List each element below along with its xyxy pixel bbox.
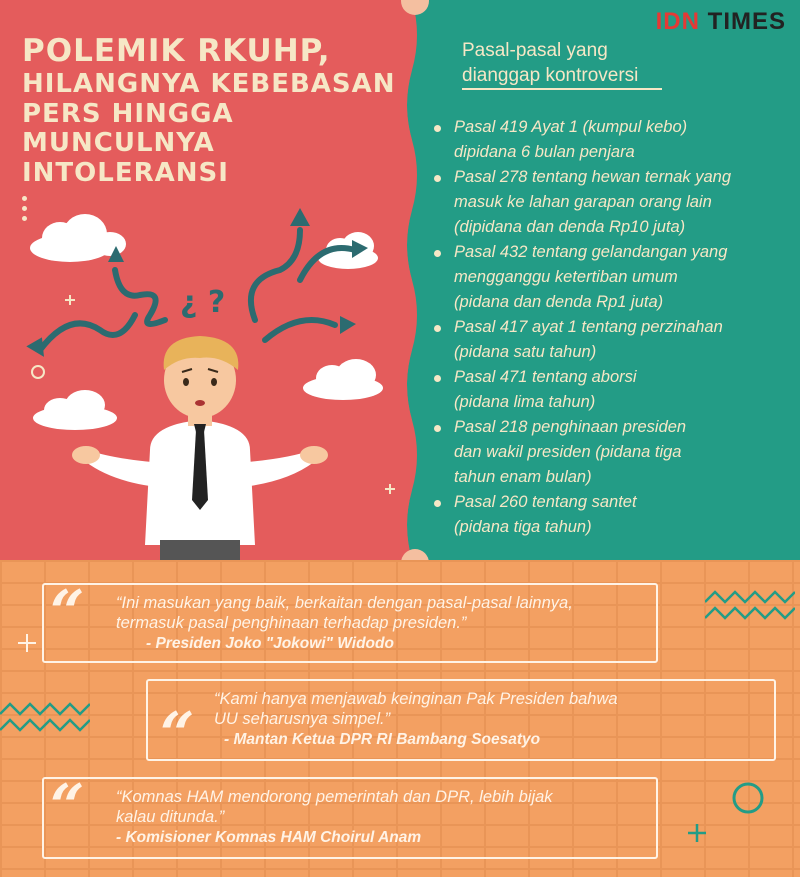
quote-line: “Ini masukan yang baik, berkaitan dengan pasal-pasal lainnya, xyxy=(116,594,573,612)
pasal-list xyxy=(432,115,788,540)
quote-line: termasuk pasal penghinaan terhadap presiden.” xyxy=(116,614,467,632)
title-line: INTOLERANSI xyxy=(22,158,229,189)
list-item-line: (pidana satu tahun) xyxy=(454,343,597,361)
quote-line: kalau ditunda.” xyxy=(116,808,225,826)
list-item-line: (pidana dan denda Rp1 juta) xyxy=(454,293,664,311)
right-title xyxy=(462,38,662,90)
quote-mark-icon: “ xyxy=(50,772,85,842)
title-line: PERS HINGGA MUNCULNYA xyxy=(22,98,234,159)
quote-mark-icon: “ xyxy=(160,700,195,770)
quote-mark-icon: “ xyxy=(50,578,85,648)
list-item xyxy=(432,490,788,540)
list-item-line: Pasal 419 Ayat 1 (kumpul kebo) xyxy=(454,118,688,136)
cloud-icon xyxy=(303,359,383,400)
quote-author: - Presiden Joko "Jokowi" Widodo xyxy=(146,635,394,652)
title-line: HILANGNYA KEBEBASAN xyxy=(22,68,396,99)
quote-card xyxy=(42,772,658,859)
list-item-line: (pidana lima tahun) xyxy=(454,393,596,411)
right-title-line: Pasal-pasal yang xyxy=(462,40,608,61)
list-item-line: (dipidana dan denda Rp10 juta) xyxy=(454,218,686,236)
quote-text xyxy=(214,689,764,729)
list-item xyxy=(432,415,788,490)
list-item-line: masuk ke lahan garapan orang lain xyxy=(454,193,712,211)
man-figure xyxy=(72,336,328,560)
quote-author: - Mantan Ketua DPR RI Bambang Soesatyo xyxy=(224,731,541,748)
zigzag-decoration xyxy=(0,702,90,734)
cloud-icon xyxy=(33,390,117,430)
list-item-line: Pasal 278 tentang hewan ternak yang xyxy=(454,168,732,186)
brand-logo xyxy=(656,8,786,36)
quote-card xyxy=(42,578,658,663)
page-title xyxy=(22,34,402,189)
list-item-line: mengganggu ketertiban umum xyxy=(454,268,678,286)
list-item-line: tahun enam bulan) xyxy=(454,468,592,486)
list-item xyxy=(432,240,788,315)
plus-decoration xyxy=(16,632,38,654)
quote-text xyxy=(116,787,656,827)
list-item xyxy=(432,115,788,165)
list-item-line: Pasal 218 penghinaan presiden xyxy=(454,418,687,436)
circle-decoration xyxy=(728,778,768,818)
quote-text xyxy=(116,593,656,633)
list-item xyxy=(432,165,788,240)
quote-author: - Komisioner Komnas HAM Choirul Anam xyxy=(116,829,422,846)
right-title-line: dianggap kontroversi xyxy=(462,63,662,90)
confused-man-illustration xyxy=(0,200,412,560)
title-line: POLEMIK RKUHP, xyxy=(22,33,331,69)
zigzag-decoration xyxy=(705,588,795,628)
list-item-line: Pasal 432 tentang gelandangan yang xyxy=(454,243,728,261)
list-item-line: Pasal 417 ayat 1 tentang perzinahan xyxy=(454,318,723,336)
question-marks: ¿ ? xyxy=(180,285,226,320)
list-item-line: Pasal 260 tentang santet xyxy=(454,493,637,511)
quote-line: UU seharusnya simpel.” xyxy=(214,710,391,728)
brand-times: TIMES xyxy=(707,8,786,35)
list-item-line: dipidana 6 bulan penjara xyxy=(454,143,635,161)
list-item-line: dan wakil presiden (pidana tiga xyxy=(454,443,682,461)
quote-line: “Komnas HAM mendorong pemerintah dan DPR, lebih bijak xyxy=(116,788,553,806)
list-item xyxy=(432,365,788,415)
list-item-line: (pidana tiga tahun) xyxy=(454,518,592,536)
quote-line: “Kami hanya menjawab keinginan Pak Presiden bahwa xyxy=(214,690,618,708)
quote-card xyxy=(146,679,776,770)
plus-decoration xyxy=(686,822,708,844)
list-item-line: Pasal 471 tentang aborsi xyxy=(454,368,637,386)
brand-idn: IDN xyxy=(655,8,700,35)
circle-decoration xyxy=(400,0,430,16)
list-item xyxy=(432,315,788,365)
